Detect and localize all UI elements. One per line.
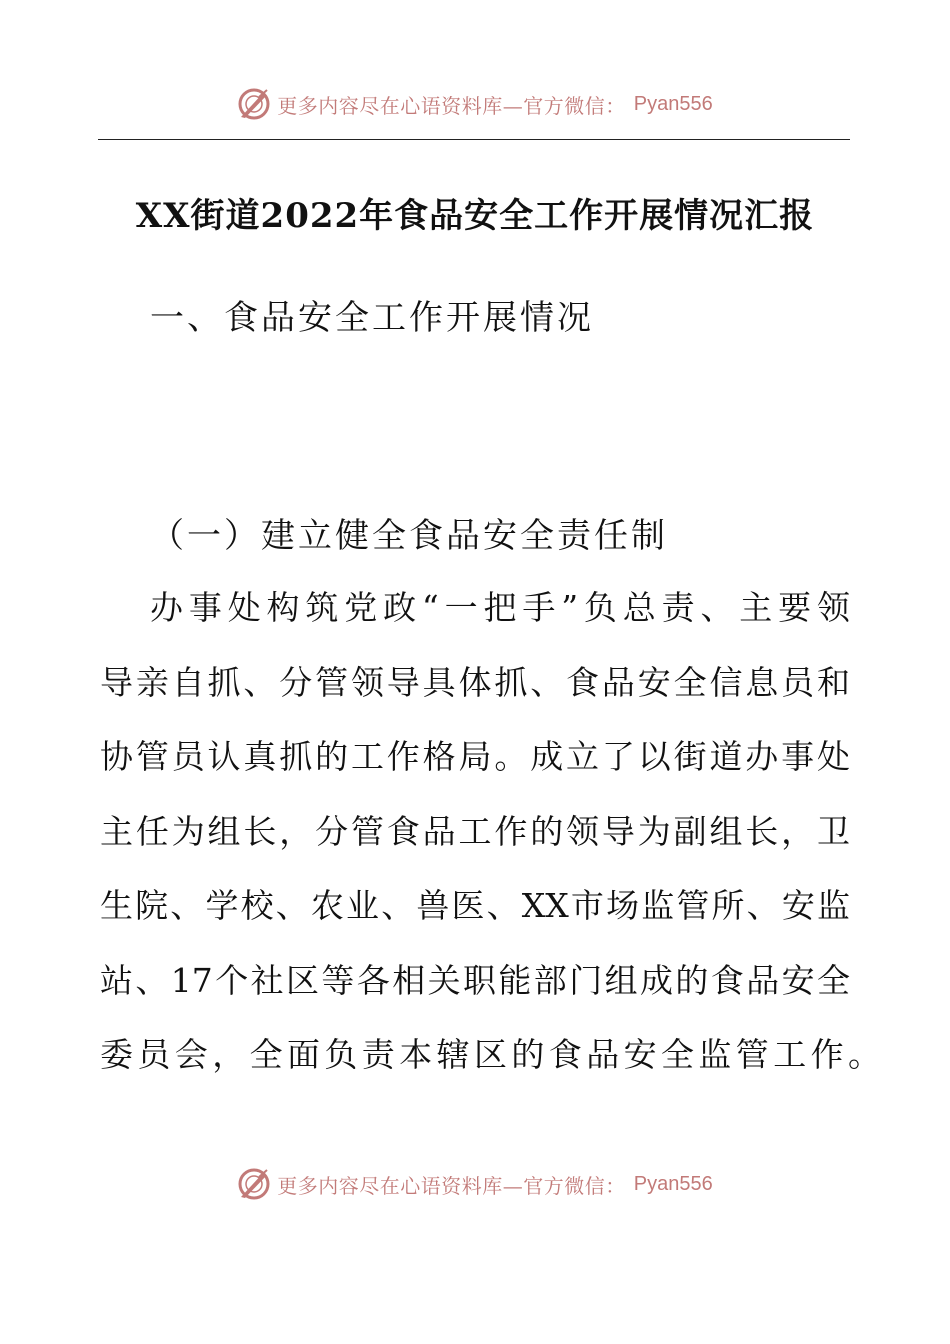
body-line: 导亲自抓、分管领导具体抓、食品安全信息员和	[100, 662, 850, 702]
body-line: 站、17个社区等各相关职能部门组成的食品安全	[100, 960, 850, 1000]
footer-banner	[0, 1164, 950, 1204]
body-line: 委员会，全面负责本辖区的食品安全监管工作。	[100, 1035, 886, 1074]
body-line: 生院、学校、农业、兽医、XX市场监管所、安监	[100, 886, 850, 925]
quill-logo-icon	[237, 1167, 271, 1201]
footer-banner-text: 更多内容尽在心语资料库—官方微信：	[277, 1173, 626, 1198]
section-heading: 一、食品安全工作开展情况	[150, 298, 594, 338]
body-paragraph	[100, 585, 886, 1107]
body-line: 主任为组长，分管食品工作的领导为副组长，卫	[100, 811, 850, 851]
header-wechat-id: Pyan556	[633, 92, 713, 115]
footer-wechat-id: Pyan556	[633, 1172, 713, 1195]
header-rule	[98, 139, 850, 140]
header-banner-text: 更多内容尽在心语资料库—官方微信：	[277, 93, 626, 118]
body-line: 协管员认真抓的工作格局。成立了以街道办事处	[100, 737, 850, 776]
sub-heading: （一）建立健全食品安全责任制	[150, 516, 668, 556]
body-line: 办事处构筑党政“一把手”负总责、主要领	[150, 588, 850, 627]
header-banner	[0, 84, 950, 124]
document-title: XX街道2022年食品安全工作开展情况汇报	[135, 196, 815, 236]
quill-logo-icon	[237, 87, 271, 121]
